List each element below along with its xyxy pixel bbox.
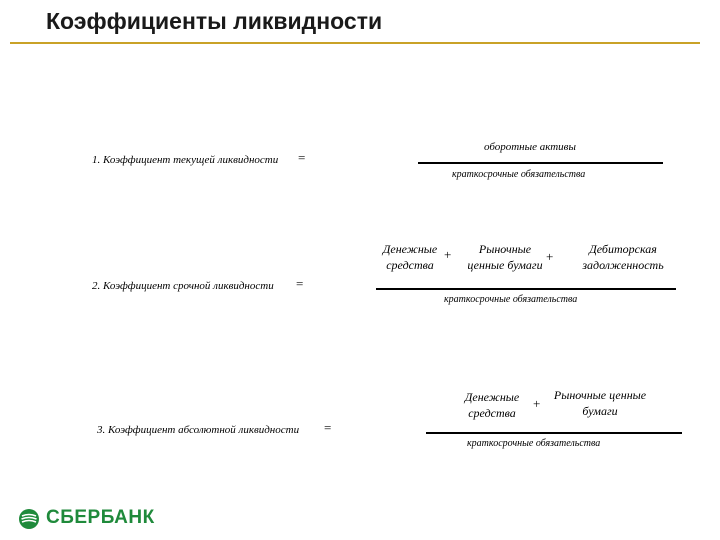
term-line: Денежные — [382, 242, 438, 256]
page-title: Коэффициенты ликвидности — [46, 8, 383, 34]
numerator-term-cash — [456, 389, 528, 421]
formula-label: 2. Коэффициент срочной ликвидности — [92, 280, 274, 292]
term-line: Рыночные — [478, 242, 532, 256]
title-underline — [10, 42, 700, 44]
formula-label: 1. Коэффициент текущей ликвидности — [92, 154, 279, 166]
denominator: краткосрочные обязательства — [452, 169, 586, 180]
term-line: задолженность — [582, 258, 664, 272]
equals-sign: = — [296, 276, 304, 291]
plus-sign: + — [546, 249, 554, 264]
numerator-term-cash — [376, 241, 444, 273]
logo-text: СБЕРБАНК — [46, 507, 155, 528]
fraction-bar — [426, 432, 682, 434]
term-line: средства — [386, 258, 434, 272]
term-line: ценные бумаги — [467, 258, 543, 272]
numerator-term-securities — [543, 387, 657, 419]
term-line: средства — [468, 406, 516, 420]
equals-sign: = — [298, 150, 306, 165]
plus-sign: + — [444, 247, 452, 262]
fraction-bar — [376, 288, 676, 290]
plus-sign: + — [533, 396, 541, 411]
denominator: краткосрочные обязательства — [444, 294, 578, 305]
term-line: Рыночные ценные — [553, 388, 647, 402]
denominator: краткосрочные обязательства — [467, 438, 601, 449]
fraction-bar — [418, 162, 663, 164]
term-line: бумаги — [582, 404, 618, 418]
formula-label: 3. Коэффициент абсолютной ликвидности — [97, 424, 300, 436]
sberbank-logo-icon — [18, 508, 40, 530]
term-line: Денежные — [464, 390, 520, 404]
numerator: оборотные активы — [484, 141, 576, 153]
term-line: Дебиторская — [589, 242, 657, 256]
equals-sign: = — [324, 420, 332, 435]
numerator-term-securities — [458, 241, 552, 273]
numerator-term-receivables — [572, 241, 674, 273]
